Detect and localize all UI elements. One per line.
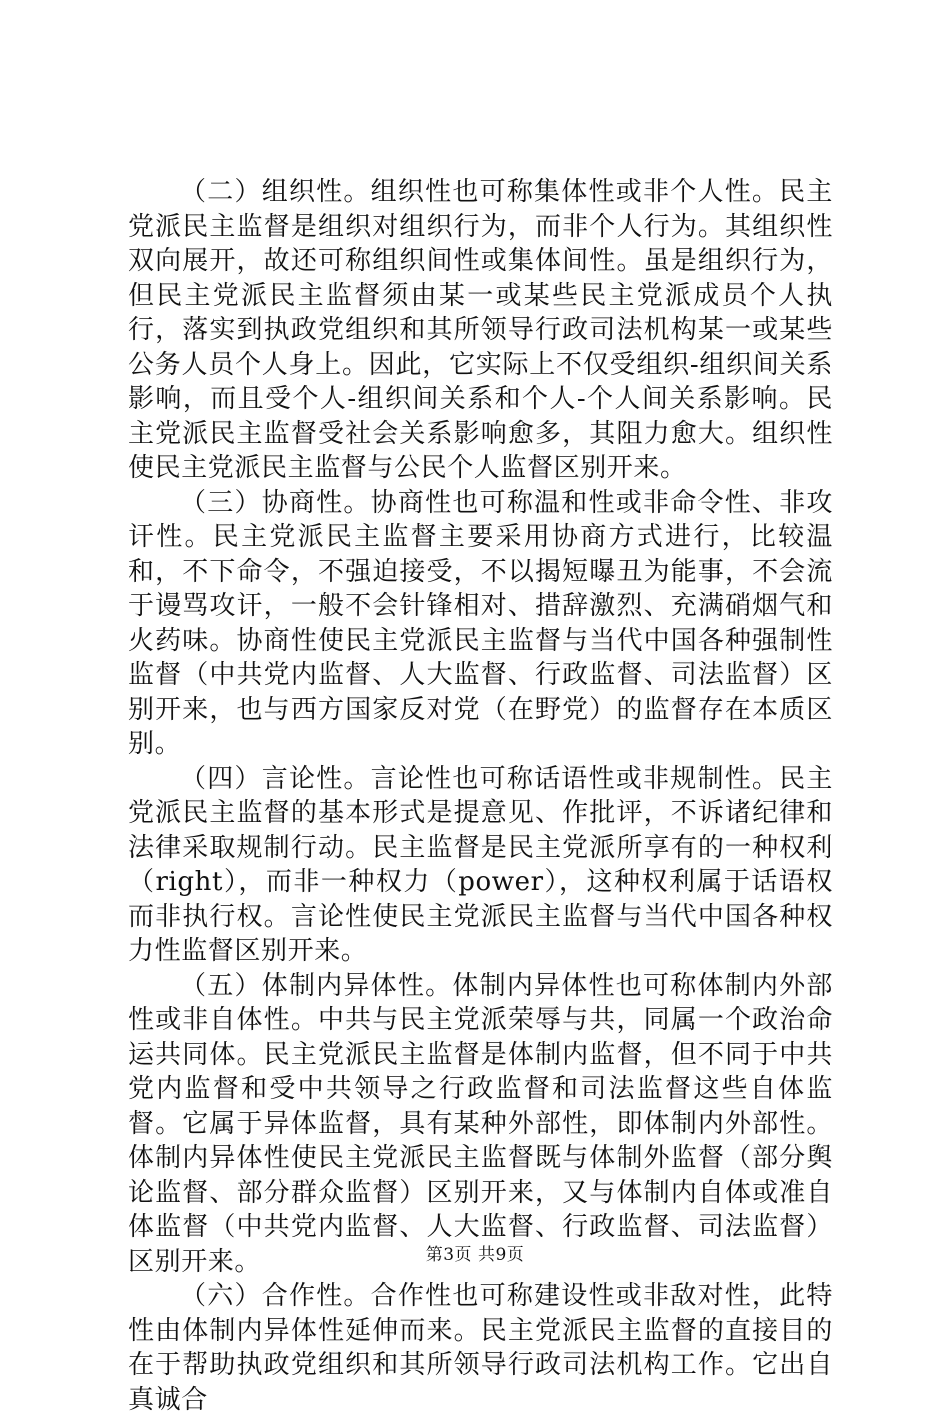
paragraph-heterogeneity: （五）体制内异体性。体制内异体性也可称体制内外部性或非自体性。中共与民主党派荣辱与共，同属一个政治命运共同体。民主党派民主监督是体制内监督，但不同于中共党内监督和受中共领导之行政监督和司法监督这些自体监督。它属于异体监督，具有某种外部性，即体制内外部性。体制内异体性使民主党派民主监督既与体制外监督（部分舆论监督、部分群众监督）区别开来，又与体制内自体或准自体监督（中共党内监督、人大监督、行政监督、司法监督）区别开来。 — [128, 970, 833, 1277]
page-number: 第3页 共9页 — [425, 1245, 525, 1265]
paragraph-speech: （四）言论性。言论性也可称话语性或非规制性。民主党派民主监督的基本形式是提意见、作批评，不诉诸纪律和法律采取规制行动。民主监督是民主党派所享有的一种权利（right），而非一种权力（power），这种权利属于话语权而非执行权。言论性使民主党派民主监督与当代中国各种权力性监督区别开来。 — [128, 763, 833, 966]
paragraph-cooperation: （六）合作性。合作性也可称建设性或非敌对性，此特性由体制内异体性延伸而来。民主党派民主监督的直接目的在于帮助执政党组织和其所领导行政司法机构工作。它出自真诚合 — [128, 1281, 833, 1415]
document-body — [128, 175, 833, 1417]
paragraph-consultation: （三）协商性。协商性也可称温和性或非命令性、非攻讦性。民主党派民主监督主要采用协商方式进行，比较温和，不下命令，不强迫接受，不以揭短曝丑为能事，不会流于谩骂攻讦，一般不会针锋相对、措辞激烈、充满硝烟气和火药味。协商性使民主党派民主监督与当代中国各种强制性监督（中共党内监督、人大监督、行政监督、司法监督）区别开来，也与西方国家反对党（在野党）的监督存在本质区别。 — [128, 487, 833, 759]
paragraph-organization: （二）组织性。组织性也可称集体性或非个人性。民主党派民主监督是组织对组织行为，而非个人行为。其组织性双向展开，故还可称组织间性或集体间性。虽是组织行为，但民主党派民主监督须由某一或某些民主党派成员个人执行，落实到执政党组织和其所领导行政司法机构某一或某些公务人员个人身上。因此，它实际上不仅受组织-组织间关系影响，而且受个人-组织间关系和个人-个人间关系影响。民主党派民主监督受社会关系影响愈多，其阻力愈大。组织性使民主党派民主监督与公民个人监督区别开来。 — [128, 177, 833, 483]
